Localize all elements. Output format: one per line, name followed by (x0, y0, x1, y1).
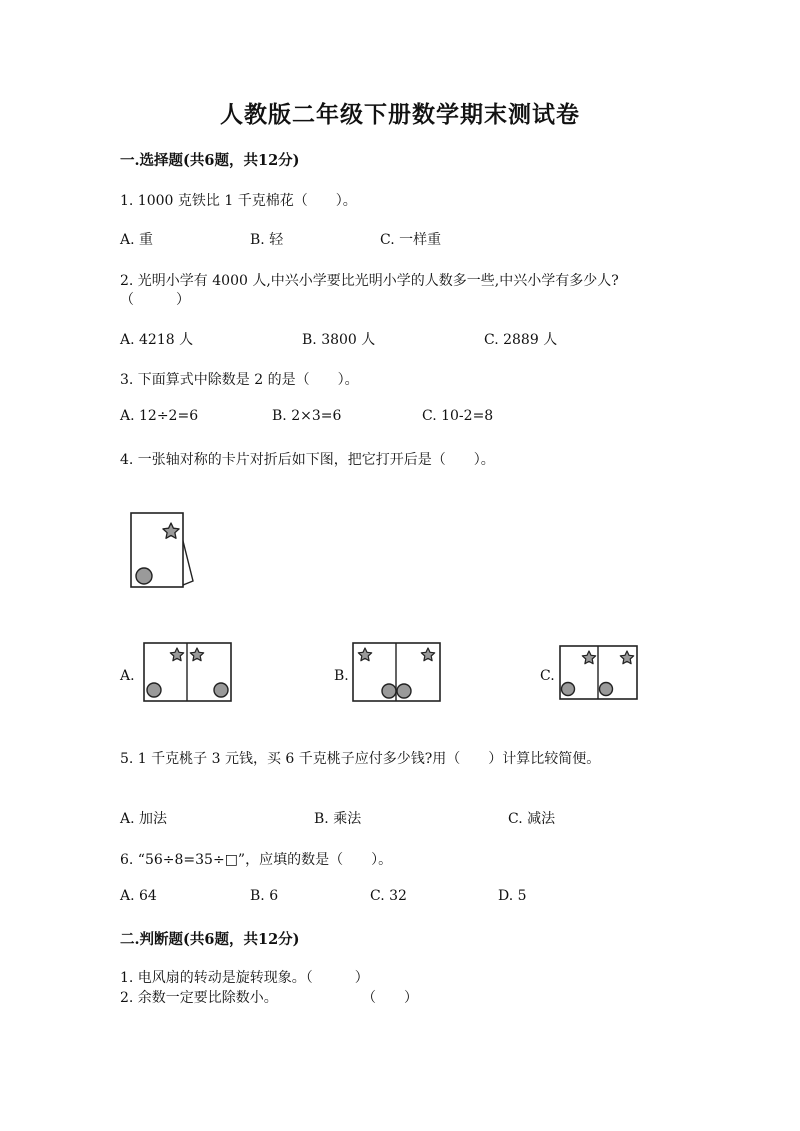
q3-stem: 3. 下面算式中除数是 2 的是（ ）。 (120, 372, 359, 388)
section-1-header: 一.选择题(共6题，共12分) (120, 152, 300, 169)
q2-option-a: A. 4218 人 (120, 332, 194, 348)
q4-option-b-figure (352, 642, 442, 703)
q5-option-b: B. 乘法 (314, 811, 362, 827)
page-title: 人教版二年级下册数学期末测试卷 (220, 101, 580, 128)
q1-option-c: C. 一样重 (380, 232, 442, 248)
q4-option-a-figure (143, 642, 233, 703)
q5-option-a: A. 加法 (120, 811, 168, 827)
q6-stem: 6. “56÷8=35÷□”，应填的数是（ ）。 (120, 852, 393, 868)
q1-option-b: B. 轻 (250, 232, 284, 248)
judge-q1: 1. 电风扇的转动是旋转现象。（ ） (120, 970, 369, 986)
q1-option-a: A. 重 (120, 232, 154, 248)
q2-stem: 2. 光明小学有 4000 人,中兴小学要比光明小学的人数多一些,中兴小学有多少人? (120, 273, 619, 289)
judge-q2-blank: （ ） (362, 990, 418, 1006)
section-2-header: 二.判断题(共6题，共12分) (120, 931, 300, 948)
q4-option-b-label: B. (334, 668, 349, 684)
q6-option-b: B. 6 (250, 888, 279, 904)
judge-q2: 2. 余数一定要比除数小。 (120, 990, 278, 1006)
q5-option-c: C. 减法 (508, 811, 556, 827)
q6-option-d: D. 5 (498, 888, 527, 904)
q4-option-c-label: C. (540, 668, 555, 684)
q1-stem: 1. 1000 克铁比 1 千克棉花（ ）。 (120, 193, 357, 209)
q4-stem: 4. 一张轴对称的卡片对折后如下图，把它打开后是（ ）。 (120, 452, 495, 468)
q3-option-a: A. 12÷2=6 (120, 408, 199, 424)
q5-stem: 5. 1 千克桃子 3 元钱，买 6 千克桃子应付多少钱?用（ ）计算比较简便。 (120, 751, 601, 767)
q3-option-c: C. 10-2=8 (422, 408, 494, 424)
q4-option-c-figure (559, 645, 639, 701)
q3-option-b: B. 2×3=6 (272, 408, 342, 424)
q6-option-a: A. 64 (120, 888, 157, 904)
q6-option-c: C. 32 (370, 888, 407, 904)
q4-option-a-label: A. (120, 668, 135, 684)
q2-stem-blank: （ ） (120, 292, 190, 308)
folded-card-figure (125, 505, 200, 595)
q2-option-c: C. 2889 人 (484, 332, 558, 348)
q2-option-b: B. 3800 人 (302, 332, 376, 348)
